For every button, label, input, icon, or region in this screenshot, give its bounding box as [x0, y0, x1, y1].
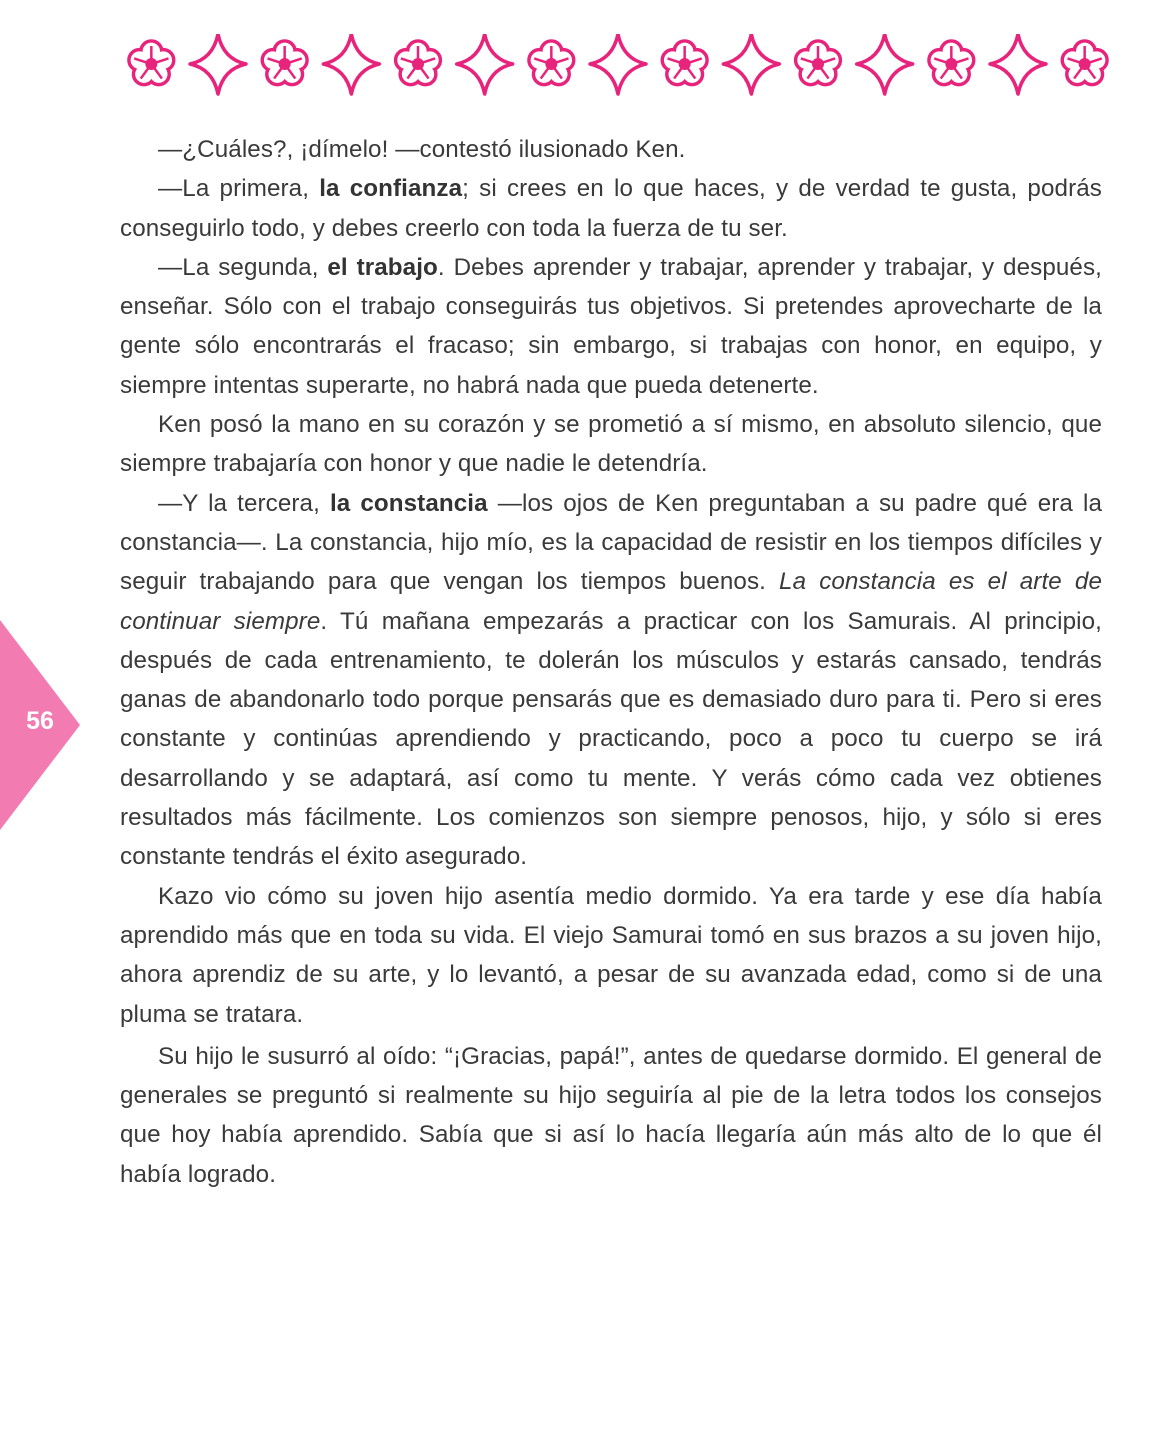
- paragraph: [120, 130, 1102, 169]
- text-segment: —¿Cuáles?, ¡dímelo! —contestó ilusionado Ken.: [158, 136, 686, 163]
- flower-icon: [396, 41, 441, 85]
- text-segment: Kazo vio cómo su joven hijo asentía medio dormido. Ya era tarde y ese día había aprendido más que en toda su vida. El viejo Samurai tomó en sus brazos a su joven hijo, ahora aprendiz de su arte, y lo levantó, a pesar de su avanzada edad, como si de una pluma se tratara.: [120, 882, 1102, 1028]
- star-icon: [590, 34, 646, 94]
- star-icon: [323, 34, 379, 94]
- text-segment: —los ojos de Ken preguntaban a su padre qué era la constancia—. La constancia, hijo mío, es la capacidad de resistir en los tiempos difíciles y seguir trabajando para que vengan los tiempos buenos.: [120, 489, 1103, 596]
- emphasis-text: la confianza: [319, 175, 463, 203]
- paragraph: [120, 877, 1102, 1034]
- text-segment: —La primera,: [158, 175, 320, 203]
- flower-icon: [662, 41, 707, 85]
- text-segment: Su hijo le susurró al oído: “¡Gracias, papá!”, antes de quedarse dormido. El general de generales se preguntó si realmente su hijo seguiría al pie de la letra todos los consejos que hoy había aprendido. Sabía que si así lo hacía llegaría aún más alto de lo que él había logrado.: [120, 1042, 1102, 1188]
- emphasis-text: el trabajo: [327, 253, 438, 281]
- flower-icon: [529, 41, 574, 85]
- star-icon: [857, 34, 913, 94]
- text-segment: —Y la tercera,: [158, 489, 330, 517]
- star-icon: [990, 34, 1046, 94]
- flower-icon: [929, 41, 974, 85]
- star-icon: [457, 34, 513, 94]
- page-number: 56: [26, 707, 54, 735]
- star-icon: [723, 34, 779, 94]
- paragraph: [120, 248, 1102, 405]
- flower-icon: [129, 41, 174, 85]
- text-segment: . Tú mañana empezarás a practicar con los Samurais. Al principio, después de cada entrenamiento, te dolerán los músculos y estarás cansado, tendrás ganas de abandonarlo todo porque pensarás que es demasiado duro para ti. Pero si eres constante y continúas aprendiendo y practicando, poco a poco tu cuerpo se irá desarrollando y se adaptará, así como tu mente. Y verás cómo cada vez obtienes resultados más fácilmente. Los comienzos son siempre penosos, hijo, y sólo si eres constante tendrás el éxito asegurado.: [120, 607, 1102, 871]
- italic-text: La constancia es el arte de continuar siempre: [120, 568, 1102, 635]
- text-segment: Ken posó la mano en su corazón y se prometió a sí mismo, en absoluto silencio, que siempre trabajaría con honor y que nadie le detendría.: [120, 411, 1102, 478]
- emphasis-text: la constancia: [329, 489, 488, 517]
- flower-icon: [262, 41, 307, 85]
- decorative-border-art: [118, 34, 1118, 96]
- text-segment: ; si crees en lo que haces, y de verdad te gusta, podrás conseguirlo todo, y debes creerlo con toda la fuerza de tu ser.: [120, 175, 1102, 242]
- paragraph: [120, 405, 1102, 484]
- paragraph: [120, 169, 1102, 248]
- decorative-border: [118, 34, 1118, 96]
- story-text: [120, 130, 1102, 1194]
- text-segment: . Debes aprender y trabajar, aprender y trabajar, y después, enseñar. Sólo con el trabajo conseguirás tus objetivos. Si pretendes aprovecharte de la gente sólo encontrarás el fracaso; sin embargo, si trabajas con honor, en equipo, y siempre intentas superarte, no habrá nada que pueda detenerte.: [120, 253, 1102, 399]
- paragraph: [120, 484, 1102, 877]
- paragraph: [120, 1037, 1102, 1194]
- star-icon: [190, 34, 246, 94]
- text-segment: —La segunda,: [158, 253, 328, 281]
- flower-icon: [1062, 41, 1107, 85]
- flower-icon: [796, 41, 841, 85]
